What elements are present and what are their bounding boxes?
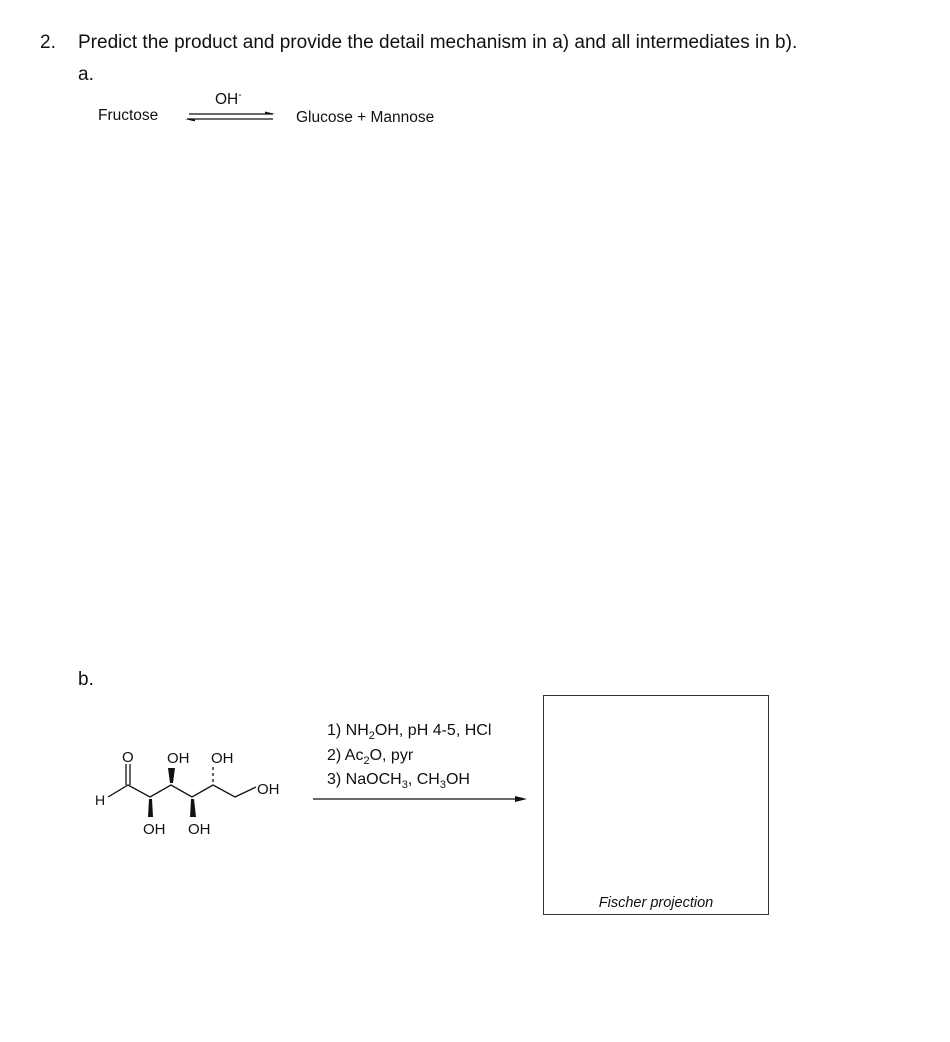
reactant-fructose: Fructose	[98, 107, 159, 124]
part-b-label: b.	[78, 669, 94, 690]
condition-2: 2) $Ac_2O$, pyr	[327, 747, 414, 768]
reagent-charge: -	[238, 90, 242, 101]
question-number: 2.	[40, 32, 56, 53]
reagent-hydroxide	[215, 90, 242, 109]
answer-box[interactable]	[543, 695, 769, 915]
terminal-oh: OH	[257, 781, 280, 798]
wedge-c2	[148, 799, 153, 817]
question-text: Predict the product and provide the detail mechanism in a) and all intermediates in b).	[78, 32, 798, 53]
equilibrium-arrow	[183, 108, 278, 126]
aldose-skeletal-structure	[80, 745, 300, 845]
products-text: Glucose + Mannose	[296, 109, 435, 126]
top-oh-1: OH	[167, 750, 190, 767]
condition-1: 1) $NH_2OH$, pH 4-5, HCl	[327, 722, 492, 743]
fischer-projection-caption: Fischer projection	[598, 895, 714, 911]
carbon-backbone	[108, 785, 256, 797]
wedge-c3	[168, 768, 175, 783]
part-a-label: a.	[78, 64, 94, 85]
bottom-oh-2: OH	[188, 821, 211, 838]
wedge-c5	[190, 799, 196, 817]
carbonyl-oxygen: O	[122, 749, 134, 766]
reaction-arrow	[311, 792, 531, 806]
bottom-oh-1: OH	[143, 821, 166, 838]
condition-3: 3) NaOCH$_3$, $CH_3OH$	[327, 771, 470, 792]
reagent-text: OH	[215, 91, 239, 109]
aldehyde-hydrogen: H	[95, 792, 106, 808]
top-oh-2: OH	[211, 750, 234, 767]
